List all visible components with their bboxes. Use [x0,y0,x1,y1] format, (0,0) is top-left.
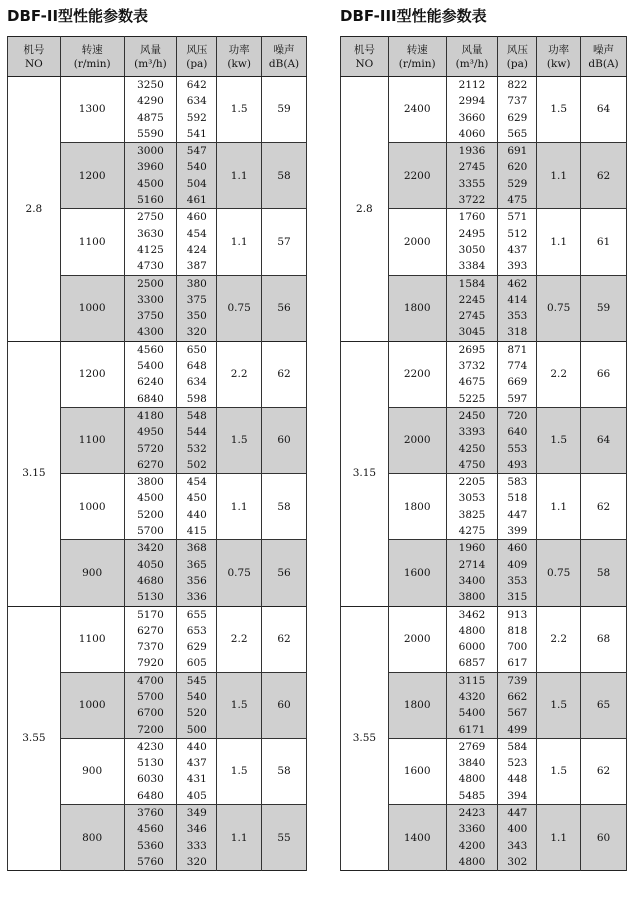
pressure-cell: 567 [498,705,537,721]
header-speed: 转速 (r/min) [60,37,124,77]
flow-cell: 4300 [124,324,177,341]
table-row [341,606,627,623]
header-flow: 风量 (m³/h) [446,37,498,77]
power-cell: 1.5 [217,672,262,738]
power-cell: 1.5 [217,738,262,804]
noise-cell: 68 [581,606,627,672]
pressure-cell: 394 [498,788,537,805]
power-cell: 1.5 [217,407,262,473]
header-pressure: 风压 (pa) [177,37,217,77]
flow-cell: 2745 [446,308,498,324]
speed-cell: 2200 [388,341,446,407]
flow-cell: 3732 [446,358,498,374]
pressure-cell: 583 [498,474,537,491]
noise-cell: 60 [581,805,627,871]
pressure-cell: 653 [177,623,217,639]
pressure-cell: 545 [177,672,217,689]
speed-cell: 1400 [388,805,446,871]
flow-cell: 1760 [446,209,498,226]
pressure-cell: 460 [177,209,217,226]
noise-cell: 62 [581,738,627,804]
flow-cell: 4050 [124,557,177,573]
flow-cell: 4800 [446,771,498,787]
pressure-cell: 499 [498,722,537,739]
noise-cell: 62 [581,143,627,209]
speed-cell: 900 [60,738,124,804]
noise-cell: 58 [262,143,307,209]
power-cell: 0.75 [217,540,262,606]
flow-cell: 3050 [446,242,498,258]
flow-cell: 2714 [446,557,498,573]
pressure-cell: 739 [498,672,537,689]
flow-cell: 3722 [446,192,498,209]
pressure-cell: 493 [498,457,537,474]
pressure-cell: 350 [177,308,217,324]
flow-cell: 4680 [124,573,177,589]
power-cell: 2.2 [217,606,262,672]
pressure-cell: 415 [177,523,217,540]
pressure-cell: 512 [498,226,537,242]
pressure-cell: 541 [177,126,217,143]
flow-cell: 4750 [446,457,498,474]
flow-cell: 4800 [446,854,498,871]
pressure-cell: 387 [177,258,217,275]
flow-cell: 3045 [446,324,498,341]
table-body [341,77,627,871]
header-row [341,37,627,77]
flow-cell: 4060 [446,126,498,143]
flow-cell: 2450 [446,407,498,424]
noise-cell: 58 [581,540,627,606]
machine-no-cell: 3.55 [8,606,61,871]
pressure-cell: 650 [177,341,217,358]
noise-cell: 56 [262,540,307,606]
pressure-cell: 662 [498,689,537,705]
flow-cell: 4675 [446,374,498,390]
power-cell: 1.5 [537,407,581,473]
speed-cell: 2200 [388,143,446,209]
pressure-cell: 462 [498,275,537,292]
pressure-cell: 565 [498,126,537,143]
pressure-cell: 333 [177,838,217,854]
flow-cell: 3115 [446,672,498,689]
flow-cell: 4275 [446,523,498,540]
flow-cell: 2769 [446,738,498,755]
noise-cell: 56 [262,275,307,341]
flow-cell: 3750 [124,308,177,324]
pressure-cell: 700 [498,639,537,655]
pressure-cell: 318 [498,324,537,341]
pressure-cell: 540 [177,159,217,175]
flow-cell: 2695 [446,341,498,358]
flow-cell: 6840 [124,391,177,408]
pressure-cell: 529 [498,176,537,192]
pressure-cell: 547 [177,143,217,160]
pressure-cell: 393 [498,258,537,275]
flow-cell: 6270 [124,457,177,474]
flow-cell: 6700 [124,705,177,721]
pressure-cell: 437 [498,242,537,258]
speed-cell: 1000 [60,672,124,738]
flow-cell: 2205 [446,474,498,491]
flow-cell: 4560 [124,821,177,837]
table-row [341,77,627,94]
flow-cell: 2495 [446,226,498,242]
pressure-cell: 818 [498,623,537,639]
power-cell: 1.1 [217,474,262,540]
pressure-cell: 365 [177,557,217,573]
power-cell: 1.1 [537,805,581,871]
table-row [8,341,307,358]
flow-cell: 5225 [446,391,498,408]
noise-cell: 59 [262,77,307,143]
noise-cell: 60 [262,672,307,738]
speed-cell: 800 [60,805,124,871]
flow-cell: 7920 [124,655,177,672]
pressure-cell: 648 [177,358,217,374]
flow-cell: 4320 [446,689,498,705]
flow-cell: 5700 [124,523,177,540]
flow-cell: 6857 [446,655,498,672]
pressure-cell: 346 [177,821,217,837]
pressure-cell: 424 [177,242,217,258]
flow-cell: 2750 [124,209,177,226]
pressure-cell: 504 [177,176,217,192]
pressure-cell: 447 [498,805,537,822]
pressure-cell: 617 [498,655,537,672]
header-noise: 噪声 dB(A) [581,37,627,77]
pressure-cell: 737 [498,93,537,109]
flow-cell: 3053 [446,490,498,506]
pressure-cell: 540 [177,689,217,705]
power-cell: 1.1 [217,209,262,275]
table-row [8,606,307,623]
pressure-cell: 475 [498,192,537,209]
speed-cell: 1800 [388,275,446,341]
noise-cell: 61 [581,209,627,275]
pressure-cell: 502 [177,457,217,474]
pressure-cell: 584 [498,738,537,755]
flow-cell: 3400 [446,573,498,589]
flow-cell: 3420 [124,540,177,557]
flow-cell: 5130 [124,589,177,606]
flow-cell: 3630 [124,226,177,242]
pressure-cell: 409 [498,557,537,573]
power-cell: 1.1 [537,143,581,209]
power-cell: 2.2 [537,341,581,407]
header-power: 功率 (kw) [217,37,262,77]
noise-cell: 62 [262,341,307,407]
pressure-cell: 571 [498,209,537,226]
flow-cell: 4800 [446,623,498,639]
flow-cell: 6270 [124,623,177,639]
pressure-cell: 368 [177,540,217,557]
flow-cell: 1936 [446,143,498,160]
flow-cell: 3800 [124,474,177,491]
dbf-ii-spec-table [7,36,307,871]
power-cell: 1.1 [537,209,581,275]
flow-cell: 3250 [124,77,177,94]
power-cell: 1.1 [217,143,262,209]
pressure-cell: 349 [177,805,217,822]
header-noise: 噪声 dB(A) [262,37,307,77]
flow-cell: 3384 [446,258,498,275]
pressure-cell: 592 [177,110,217,126]
speed-cell: 1600 [388,540,446,606]
noise-cell: 59 [581,275,627,341]
pressure-cell: 460 [498,540,537,557]
pressure-cell: 375 [177,292,217,308]
header-pressure: 风压 (pa) [498,37,537,77]
speed-cell: 1100 [60,209,124,275]
flow-cell: 2245 [446,292,498,308]
flow-cell: 3355 [446,176,498,192]
flow-cell: 3000 [124,143,177,160]
power-cell: 1.5 [537,738,581,804]
speed-cell: 1800 [388,672,446,738]
flow-cell: 3760 [124,805,177,822]
flow-cell: 3393 [446,424,498,440]
pressure-cell: 548 [177,407,217,424]
flow-cell: 4230 [124,738,177,755]
speed-cell: 2000 [388,606,446,672]
speed-cell: 1100 [60,606,124,672]
flow-cell: 4250 [446,441,498,457]
flow-cell: 4560 [124,341,177,358]
noise-cell: 62 [581,474,627,540]
power-cell: 1.5 [537,77,581,143]
machine-no-cell: 3.15 [8,341,61,606]
flow-cell: 2745 [446,159,498,175]
machine-no-cell: 2.8 [341,77,389,342]
pressure-cell: 720 [498,407,537,424]
pressure-cell: 598 [177,391,217,408]
pressure-cell: 461 [177,192,217,209]
pressure-cell: 448 [498,771,537,787]
flow-cell: 5700 [124,689,177,705]
flow-cell: 5360 [124,838,177,854]
pressure-cell: 302 [498,854,537,871]
speed-cell: 2000 [388,407,446,473]
flow-cell: 4500 [124,490,177,506]
pressure-cell: 380 [177,275,217,292]
power-cell: 2.2 [537,606,581,672]
flow-cell: 3360 [446,821,498,837]
flow-cell: 7200 [124,722,177,739]
speed-cell: 1100 [60,407,124,473]
pressure-cell: 353 [498,308,537,324]
flow-cell: 3825 [446,507,498,523]
flow-cell: 5160 [124,192,177,209]
flow-cell: 4500 [124,176,177,192]
flow-cell: 3300 [124,292,177,308]
table-body [8,77,307,871]
pressure-cell: 640 [498,424,537,440]
pressure-cell: 450 [177,490,217,506]
noise-cell: 64 [581,77,627,143]
table-title: DBF-III型性能参数表 [340,7,487,25]
pressure-cell: 440 [177,738,217,755]
pressure-cell: 691 [498,143,537,160]
machine-no-cell: 3.15 [341,341,389,606]
pressure-cell: 913 [498,606,537,623]
header-flow: 风量 (m³/h) [124,37,177,77]
speed-cell: 1000 [60,474,124,540]
pressure-cell: 431 [177,771,217,787]
table-row [341,341,627,358]
power-cell: 2.2 [217,341,262,407]
speed-cell: 1000 [60,275,124,341]
flow-cell: 1584 [446,275,498,292]
power-cell: 0.75 [217,275,262,341]
machine-no-cell: 3.55 [341,606,389,871]
pressure-cell: 669 [498,374,537,390]
noise-cell: 58 [262,474,307,540]
flow-cell: 5200 [124,507,177,523]
flow-cell: 3800 [446,589,498,606]
speed-cell: 1200 [60,143,124,209]
pressure-cell: 437 [177,755,217,771]
pressure-cell: 523 [498,755,537,771]
power-cell: 1.5 [537,672,581,738]
table-title: DBF-II型性能参数表 [7,7,149,25]
flow-cell: 3462 [446,606,498,623]
flow-cell: 6480 [124,788,177,805]
flow-cell: 5485 [446,788,498,805]
flow-cell: 2994 [446,93,498,109]
noise-cell: 65 [581,672,627,738]
noise-cell: 55 [262,805,307,871]
header-row [8,37,307,77]
power-cell: 1.5 [217,77,262,143]
speed-cell: 2000 [388,209,446,275]
pressure-cell: 343 [498,838,537,854]
flow-cell: 5130 [124,755,177,771]
pressure-cell: 544 [177,424,217,440]
flow-cell: 6171 [446,722,498,739]
flow-cell: 4730 [124,258,177,275]
speed-cell: 1200 [60,341,124,407]
noise-cell: 58 [262,738,307,804]
pressure-cell: 871 [498,341,537,358]
flow-cell: 5590 [124,126,177,143]
flow-cell: 3840 [446,755,498,771]
pressure-cell: 553 [498,441,537,457]
flow-cell: 5400 [124,358,177,374]
flow-cell: 6030 [124,771,177,787]
pressure-cell: 642 [177,77,217,94]
flow-cell: 4180 [124,407,177,424]
flow-cell: 5760 [124,854,177,871]
pressure-cell: 597 [498,391,537,408]
header-no: 机号 NO [341,37,389,77]
header-speed: 转速 (r/min) [388,37,446,77]
pressure-cell: 822 [498,77,537,94]
pressure-cell: 405 [177,788,217,805]
pressure-cell: 320 [177,854,217,871]
header-power: 功率 (kw) [537,37,581,77]
speed-cell: 1800 [388,474,446,540]
header-no: 机号 NO [8,37,61,77]
flow-cell: 6240 [124,374,177,390]
pressure-cell: 634 [177,93,217,109]
flow-cell: 2423 [446,805,498,822]
flow-cell: 3960 [124,159,177,175]
speed-cell: 1600 [388,738,446,804]
flow-cell: 5720 [124,441,177,457]
pressure-cell: 655 [177,606,217,623]
pressure-cell: 454 [177,474,217,491]
dbf-iii-spec-table [340,36,627,871]
flow-cell: 4700 [124,672,177,689]
pressure-cell: 447 [498,507,537,523]
speed-cell: 900 [60,540,124,606]
pressure-cell: 500 [177,722,217,739]
machine-no-cell: 2.8 [8,77,61,342]
pressure-cell: 520 [177,705,217,721]
pressure-cell: 605 [177,655,217,672]
flow-cell: 4290 [124,93,177,109]
pressure-cell: 400 [498,821,537,837]
flow-cell: 4875 [124,110,177,126]
pressure-cell: 320 [177,324,217,341]
pressure-cell: 532 [177,441,217,457]
flow-cell: 4950 [124,424,177,440]
flow-cell: 4200 [446,838,498,854]
speed-cell: 1300 [60,77,124,143]
pressure-cell: 518 [498,490,537,506]
noise-cell: 66 [581,341,627,407]
noise-cell: 60 [262,407,307,473]
flow-cell: 2112 [446,77,498,94]
noise-cell: 64 [581,407,627,473]
power-cell: 1.1 [537,474,581,540]
power-cell: 0.75 [537,540,581,606]
pressure-cell: 454 [177,226,217,242]
pressure-cell: 620 [498,159,537,175]
pressure-cell: 634 [177,374,217,390]
flow-cell: 3660 [446,110,498,126]
pressure-cell: 353 [498,573,537,589]
speed-cell: 2400 [388,77,446,143]
flow-cell: 5400 [446,705,498,721]
noise-cell: 62 [262,606,307,672]
pressure-cell: 629 [498,110,537,126]
pressure-cell: 629 [177,639,217,655]
flow-cell: 6000 [446,639,498,655]
flow-cell: 4125 [124,242,177,258]
noise-cell: 57 [262,209,307,275]
pressure-cell: 356 [177,573,217,589]
pressure-cell: 336 [177,589,217,606]
flow-cell: 7370 [124,639,177,655]
pressure-cell: 774 [498,358,537,374]
power-cell: 1.1 [217,805,262,871]
pressure-cell: 414 [498,292,537,308]
pressure-cell: 315 [498,589,537,606]
flow-cell: 2500 [124,275,177,292]
flow-cell: 1960 [446,540,498,557]
table-row [8,77,307,94]
flow-cell: 5170 [124,606,177,623]
power-cell: 0.75 [537,275,581,341]
pressure-cell: 399 [498,523,537,540]
pressure-cell: 440 [177,507,217,523]
